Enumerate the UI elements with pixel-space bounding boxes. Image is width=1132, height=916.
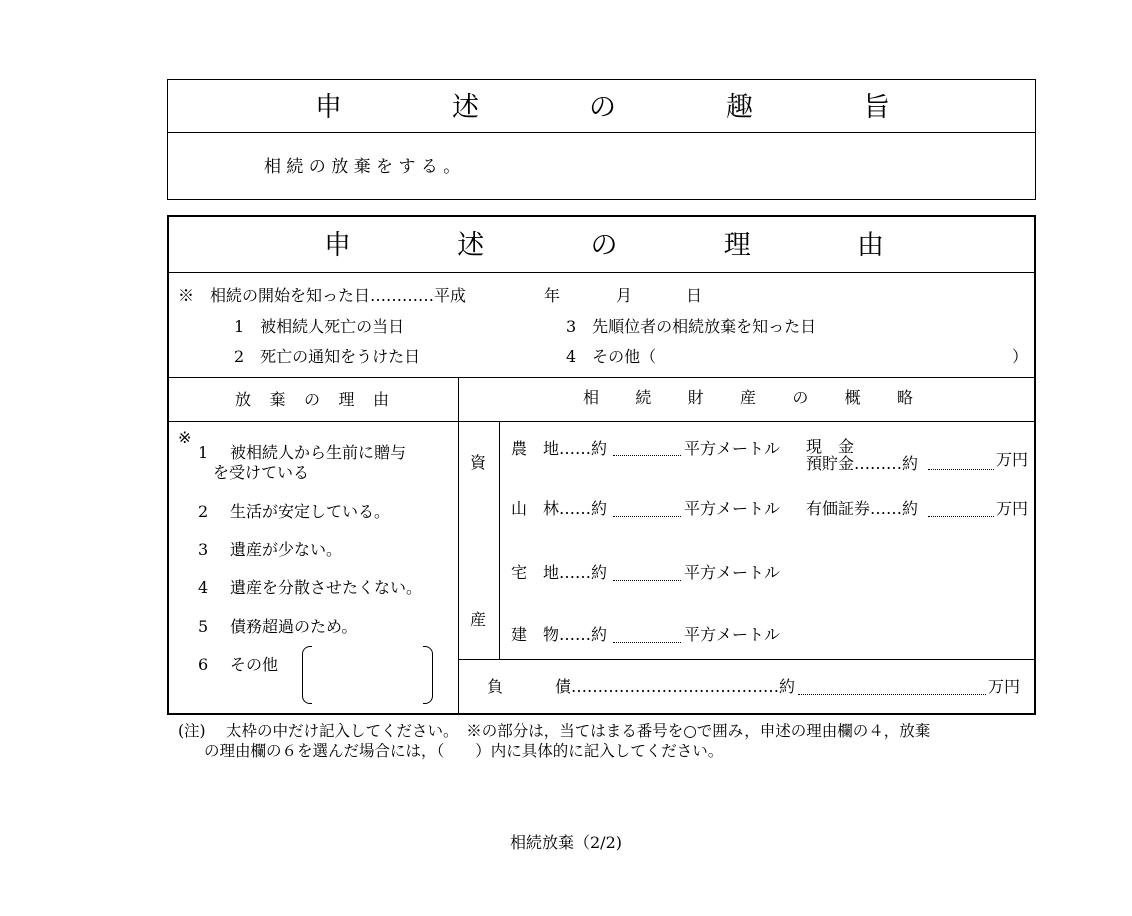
reason-heading: 申 述 の 理 由: [324, 230, 884, 261]
debt-label: 債…………………………………約: [555, 677, 796, 696]
option-1: 1 被相続人死亡の当日: [234, 317, 405, 336]
securities-label: 有価証券……約: [806, 499, 919, 518]
reason-5-text: 債務超過のため。: [230, 617, 358, 636]
reason-3-num: 3: [198, 540, 209, 559]
assets-label-top: 資: [470, 453, 487, 472]
purpose-heading: 申 述 の 趣 旨: [315, 92, 890, 123]
reason-1-num: 1: [198, 443, 209, 462]
reason-3-text: 遺産が少ない。: [230, 540, 343, 559]
other-reason-bracket-right: [423, 646, 433, 704]
reason-1-text: 被相続人から生前に贈与: [230, 443, 407, 462]
option-4: 4 その他（: [566, 347, 657, 366]
forest-label: 山 林……約: [511, 499, 608, 518]
reason-4-num: 4: [198, 578, 209, 597]
farmland-blank[interactable]: [613, 455, 681, 456]
cash-unit: 万円: [996, 450, 1029, 469]
farmland-label: 農 地……約: [511, 439, 608, 458]
reason-2-num: 2: [198, 502, 209, 521]
forest-blank[interactable]: [613, 516, 681, 517]
note-line-2: の理由欄の６を選んだ場合には，（ ）内に具体的に記入してください。: [204, 742, 724, 760]
debt-unit: 万円: [988, 677, 1021, 696]
other-reason-bracket-left: [302, 646, 312, 704]
residential-unit: 平方メートル: [684, 563, 781, 582]
abandon-reasons-heading: 放 棄 の 理 由: [235, 390, 389, 409]
estate-heading: 相 続 財 産 の 概 略: [583, 388, 913, 407]
option-2: 2 死亡の通知をうけた日: [234, 347, 421, 366]
cash-label: 現 金: [806, 437, 855, 456]
purpose-text: 相 続 の 放 棄 を す る 。: [264, 157, 461, 177]
reason-2-text: 生活が安定している。: [230, 502, 391, 521]
cash-blank[interactable]: [928, 469, 994, 470]
farmland-unit: 平方メートル: [684, 439, 781, 458]
year-unit: 年: [544, 286, 561, 305]
reason-1-text-2: を受けている: [213, 463, 310, 482]
debt-blank[interactable]: [798, 694, 986, 695]
page-footer: 相続放棄（2/2): [510, 833, 622, 852]
option-3: 3 先順位者の相続放棄を知った日: [566, 317, 817, 336]
building-unit: 平方メートル: [684, 625, 781, 644]
reason-6-num: 6: [198, 655, 209, 674]
start-date-label: ※ 相続の開始を知った日…………平成: [178, 286, 467, 305]
day-unit: 日: [686, 286, 703, 305]
securities-blank[interactable]: [928, 516, 994, 517]
reason-6-text: その他: [230, 655, 279, 674]
residential-blank[interactable]: [613, 580, 681, 581]
forest-unit: 平方メートル: [684, 499, 781, 518]
purpose-divider: [167, 132, 1036, 133]
reason-5-num: 5: [198, 617, 209, 636]
residential-label: 宅 地……約: [511, 563, 608, 582]
assets-label-bottom: 産: [470, 610, 487, 629]
savings-label: 預貯金………約: [806, 454, 919, 473]
abandon-mark: ※: [178, 428, 192, 447]
building-blank[interactable]: [613, 642, 681, 643]
note-line-1: (注) 太枠の中だけ記入してください。 ※の部分は，当てはまる番号を○で囲み，申述の理由欄の４，放棄: [178, 722, 931, 740]
reason-4-text: 遺産を分散させたくない。: [230, 578, 423, 597]
building-label: 建 物……約: [511, 625, 608, 644]
securities-unit: 万円: [996, 499, 1029, 518]
month-unit: 月: [616, 286, 633, 305]
debt-label-left: 負: [487, 677, 504, 696]
option-4-close: ）: [1012, 347, 1029, 366]
